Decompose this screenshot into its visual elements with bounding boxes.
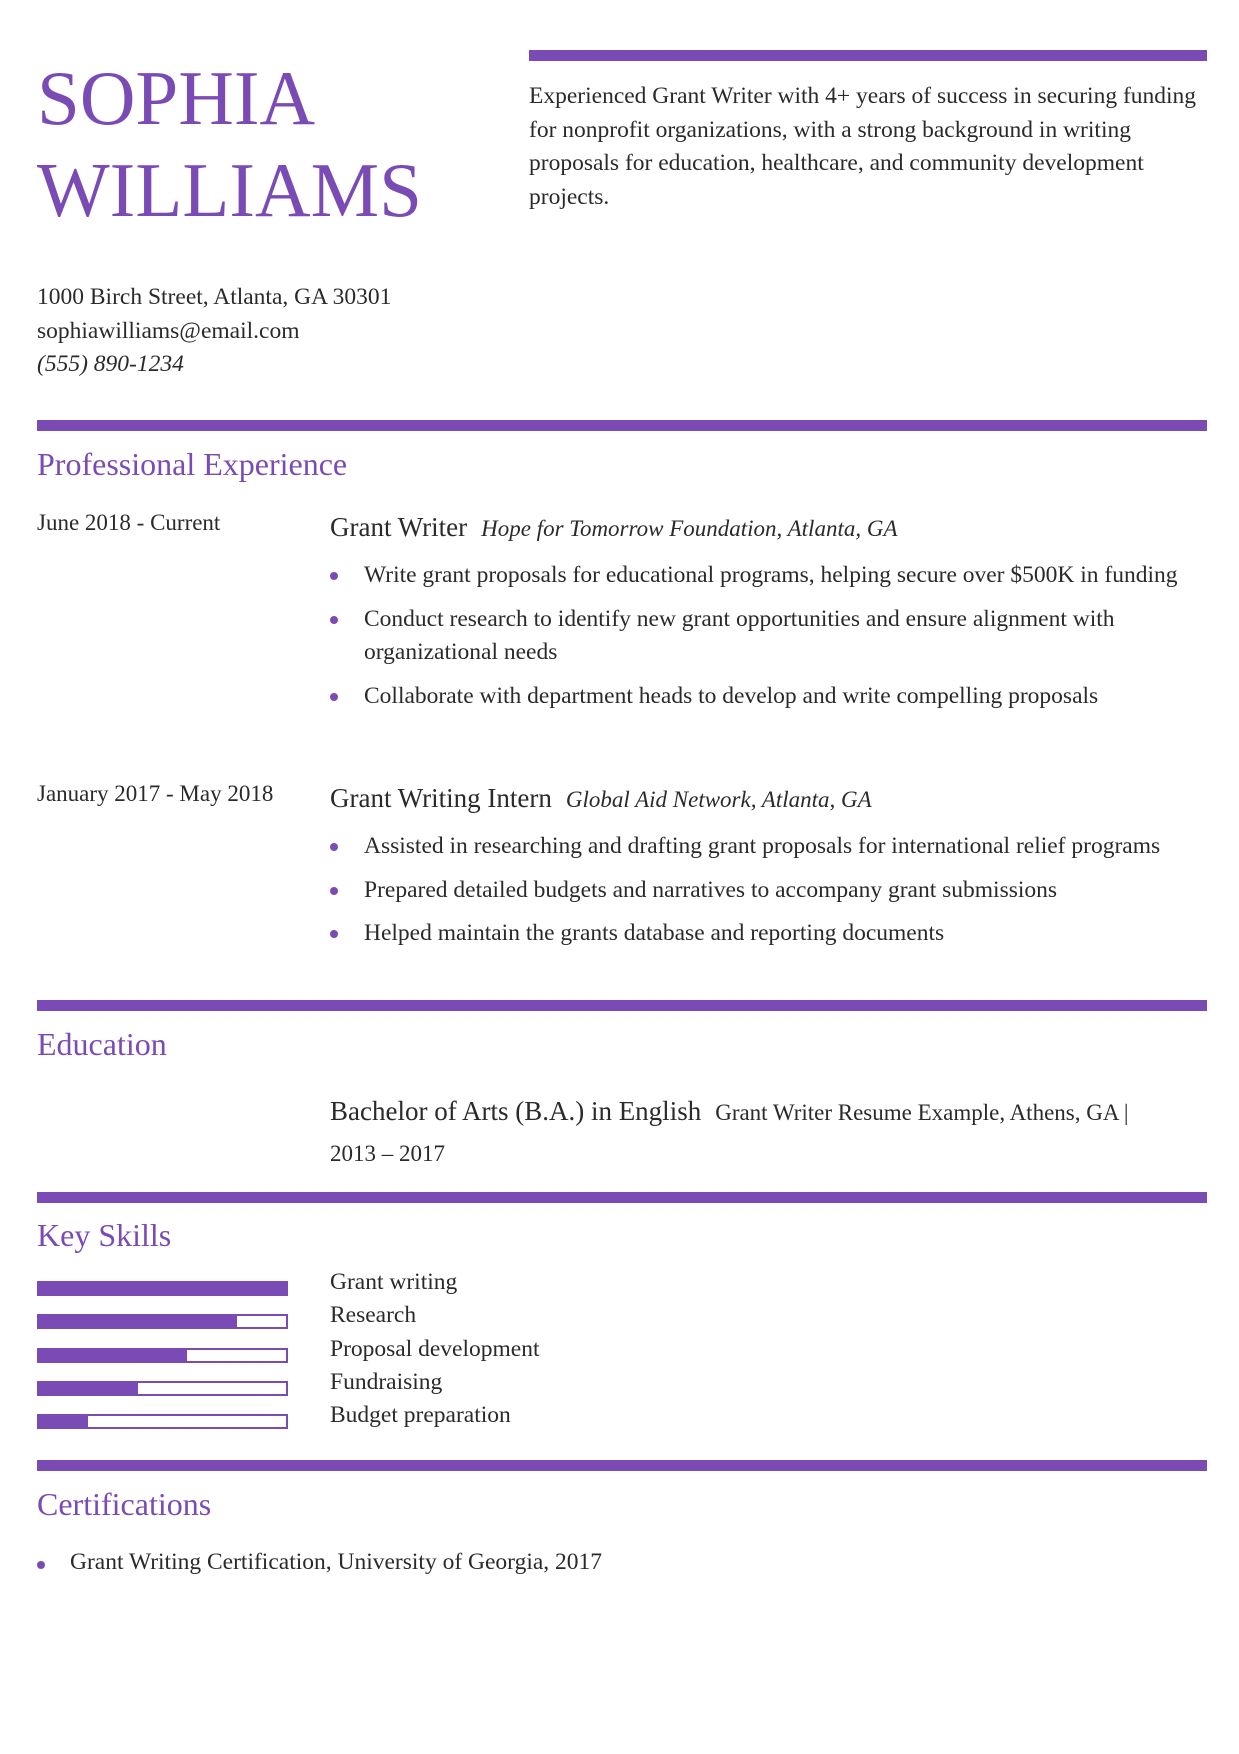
bullet-icon xyxy=(330,693,338,701)
experience-heading: Professional Experience xyxy=(37,446,348,482)
education-heading: Education xyxy=(37,1026,167,1062)
bullet-icon xyxy=(330,843,338,851)
skill-label: Budget preparation xyxy=(330,1402,511,1429)
name-last: WILLIAMS xyxy=(37,147,422,233)
job-dates: January 2017 - May 2018 xyxy=(37,781,274,806)
skill-level-fill xyxy=(39,1316,237,1327)
job-employer: Global Aid Network, Atlanta, GA xyxy=(565,787,872,812)
job-dates: June 2018 - Current xyxy=(37,510,221,535)
skill-level-bar xyxy=(37,1314,288,1329)
skill-level-bar xyxy=(37,1348,288,1363)
list-item: Grant Writing Certification, University of Georgia, 2017 xyxy=(37,1549,602,1576)
summary-divider xyxy=(529,50,1207,61)
list-item: Assisted in researching and drafting grant proposals for international relief programs xyxy=(330,830,1210,864)
school: Grant Writer Resume Example, Athens, GA | xyxy=(715,1100,1129,1125)
bullet-icon xyxy=(330,887,338,895)
address: 1000 Birch Street, Atlanta, GA 30301 xyxy=(37,284,392,310)
list-item: Conduct research to identify new grant opportunities and ensure alignment with organizational needs xyxy=(330,603,1210,670)
email: sophiawilliams@email.com xyxy=(37,317,300,344)
certifications-heading: Certifications xyxy=(37,1486,212,1522)
bullet-icon xyxy=(330,572,338,580)
skill-label: Research xyxy=(330,1302,417,1329)
bullet-icon xyxy=(330,616,338,624)
job-header xyxy=(330,512,898,543)
skill-level-bar xyxy=(37,1414,288,1429)
bullet-icon xyxy=(330,930,338,938)
section-divider xyxy=(37,1192,1207,1203)
education-entry xyxy=(330,1092,1210,1173)
skill-level-fill xyxy=(39,1383,138,1394)
skill-label: Proposal development xyxy=(330,1335,540,1362)
section-divider xyxy=(37,420,1207,431)
skill-level-bar xyxy=(37,1381,288,1396)
skill-level-fill xyxy=(39,1416,88,1427)
job-bullets xyxy=(330,830,1210,961)
skill-level-fill xyxy=(39,1283,286,1294)
name-first: SOPHIA xyxy=(37,55,316,141)
certifications-list xyxy=(37,1549,602,1576)
job-employer: Hope for Tomorrow Foundation, Atlanta, GA xyxy=(481,516,898,541)
skill-level-bar xyxy=(37,1281,288,1296)
job-title: Grant Writing Intern xyxy=(330,783,552,813)
section-divider xyxy=(37,1460,1207,1471)
job-header xyxy=(330,783,872,814)
skills-heading: Key Skills xyxy=(37,1217,172,1253)
section-divider xyxy=(37,1000,1207,1011)
profile-summary: Experienced Grant Writer with 4+ years of success in securing funding for nonprofit organizations, with a strong background in writing proposals for education, healthcare, and community development projects. xyxy=(529,83,1197,210)
skill-level-fill xyxy=(39,1350,187,1361)
skill-label: Grant writing xyxy=(330,1269,458,1295)
contact-info xyxy=(37,281,391,382)
list-item: Collaborate with department heads to develop and write compelling proposals xyxy=(330,680,1210,714)
list-item: Helped maintain the grants database and reporting documents xyxy=(330,917,1210,951)
candidate-name xyxy=(37,52,422,236)
job-bullets xyxy=(330,559,1210,723)
skill-label: Fundraising xyxy=(330,1368,443,1395)
bullet-icon xyxy=(37,1561,45,1569)
education-years: 2013 – 2017 xyxy=(330,1141,445,1166)
degree: Bachelor of Arts (B.A.) in English xyxy=(330,1096,702,1126)
list-item: Prepared detailed budgets and narratives to accompany grant submissions xyxy=(330,874,1210,908)
job-title: Grant Writer xyxy=(330,512,468,542)
phone: (555) 890-1234 xyxy=(37,351,184,377)
list-item: Write grant proposals for educational programs, helping secure over $500K in funding xyxy=(330,559,1210,593)
